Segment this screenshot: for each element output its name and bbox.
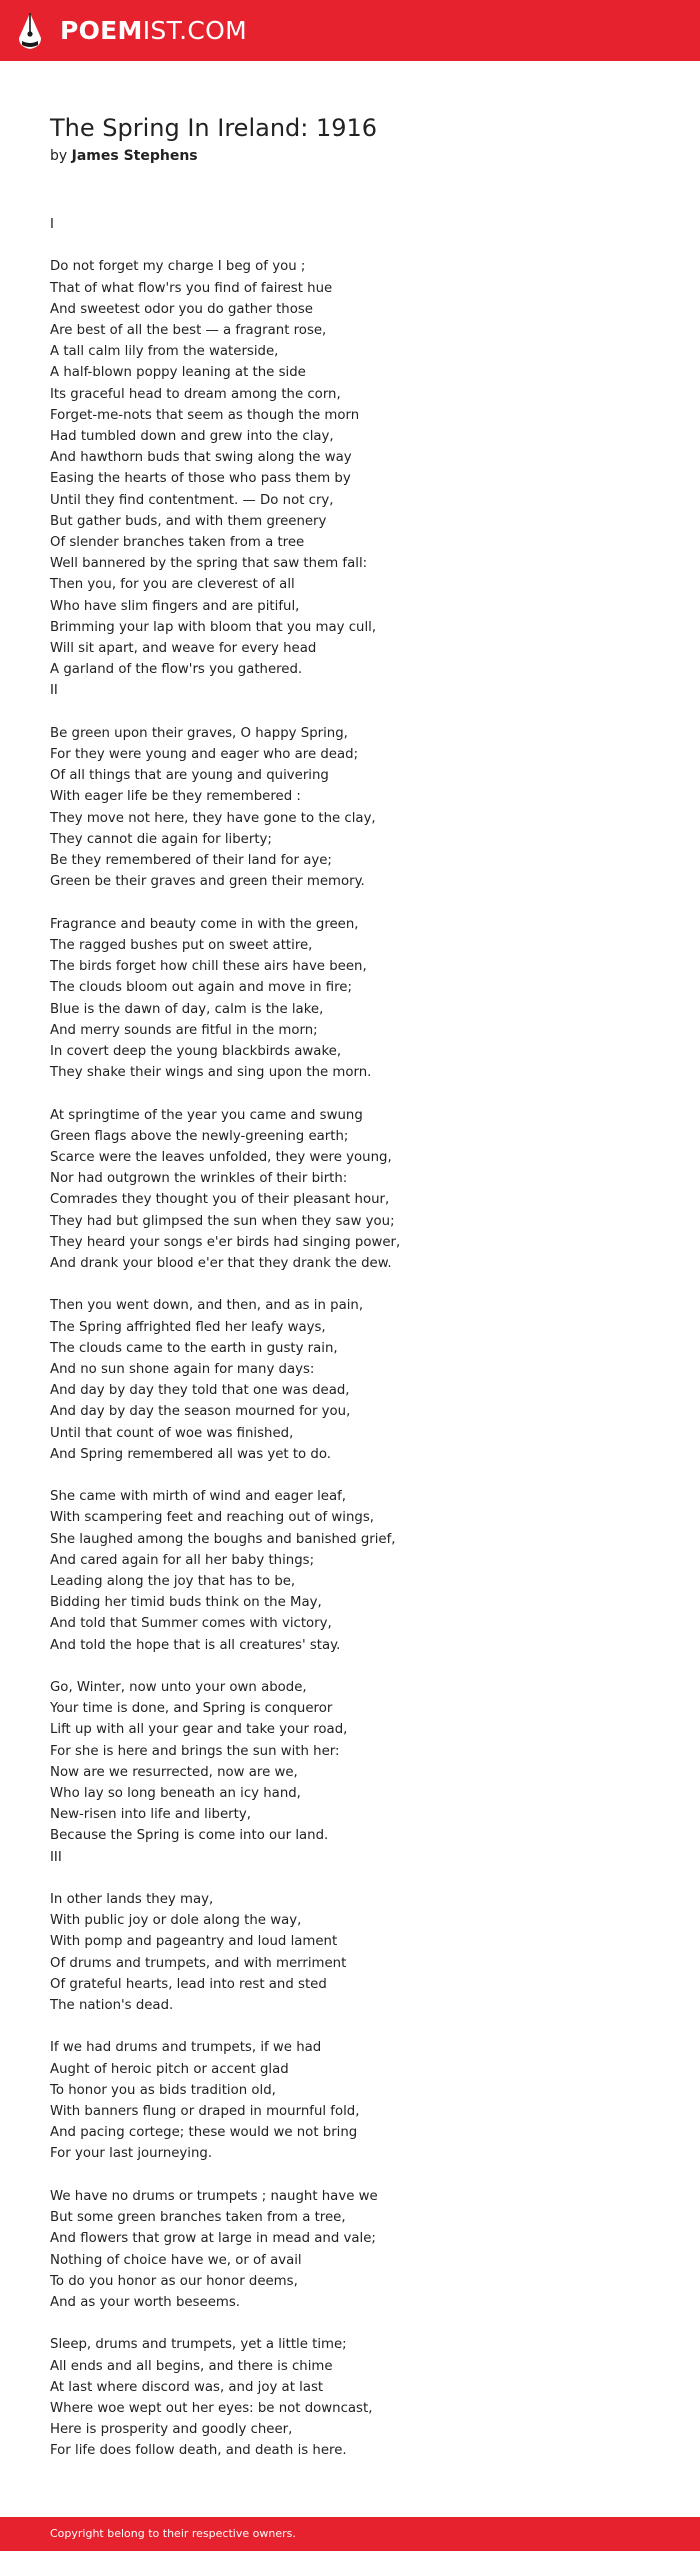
byline-prefix: by xyxy=(50,148,72,164)
brand-name-light: IST.COM xyxy=(142,16,248,45)
site-logo-link[interactable] xyxy=(17,12,247,50)
site-logo-text xyxy=(60,12,247,50)
brand-name-bold: POEM xyxy=(60,16,143,45)
poem-text: I Do not forget my charge I beg of you ; That of what flow'rs you find of fairest hue And sweetest odor you do gather those Are best of all the best — a fragrant rose, A tall calm lily from the waterside, A half-blown poppy leaning at the side Its graceful head to dream among the corn, Forget-me-nots that seem as though the morn Had tumbled down and grew into the clay, And hawthorn buds that swing along the way Easing the hearts of those who pass them by Until they find contentment. — Do not cry, But gather buds, and with them greenery Of slender branches taken from a tree Well bannered by the spring that saw them fall: Then you, for you are cleverest of all Who have slim fingers and are pitiful, Brimming your lap with bloom that you may cull, Will sit apart, and weave for every head A garland of the flow'rs you gathered. II Be green upon their graves, O happy Spring, For they were young and eager who are dead; Of all things that are young and quivering With eager life be they remembered : They move not here, they have gone to the clay, They cannot die again for liberty; Be they remembered of their land for aye; Green be their graves and green their memory. Fragrance and beauty come in with the green, The ragged bushes put on sweet attire, The birds forget how chill these airs have been, The clouds bloom out again and move in fire; Blue is the dawn of day, calm is the lake, And merry sounds are fitful in the morn; In covert deep the young blackbirds awake, They shake their wings and sing upon the morn. At springtime of the year you came and swung Green flags above the newly-greening earth; Scarce were the leaves unfolded, they were young, Nor had outgrown the wrinkles of their birth: Comrades they thought you of their pleasant hour, They had but glimpsed the sun when they saw you; They heard your songs e'er birds had singing power, And drank your blood e'er that they drank the dew. Then you went down, and then, and as in pain, The Spring affrighted fled her leafy ways, The clouds came to the earth in gusty rain, And no sun shone again for many days: And day by day they told that one was dead, And day by day the season mourned for you, Until that count of woe was finished, And Spring remembered all was yet to do. She came with mirth of wind and eager leaf, With scampering feet and reaching out of wings, She laughed among the boughs and banished grief, And cared again for all her baby things; Leading along the joy that has to be, Bidding her timid buds think on the May, And told that Summer comes with victory, And told the hope that is all creatures' stay. Go, Winter, now unto your own abode, Your time is done, and Spring is conqueror Lift up with all your gear and take your road, For she is here and brings the sun with her: Now are we resurrected, now are we, Who lay so long beneath an icy hand, New-risen into life and liberty, Because the Spring is come into our land. III In other lands they may, With public joy or dole along the way, With pomp and pageantry and loud lament Of drums and trumpets, and with merriment Of grateful hearts, lead into rest and sted The nation's dead. If we had drums and trumpets, if we had Aught of heroic pitch or accent glad To honor you as bids tradition old, With banners flung or draped in mournful fold, And pacing cortege; these would we not bring For your last journeying. We have no drums or trumpets ; naught have we But some green branches taken from a tree, And flowers that grow at large in mead and vale; Nothing of choice have we, or of avail To do you honor as our honor deems, And as your worth beseems. Sleep, drums and trumpets, yet a little time; All ends and all begins, and there is chime At last where discord was, and joy at last Where woe wept out her eyes: be not downcast, Here is prosperity and goodly cheer, For life does follow death, and death is here. xyxy=(50,217,401,2459)
site-footer xyxy=(0,2517,700,2551)
author-name: James Stephens xyxy=(71,148,198,164)
pen-nib-icon xyxy=(17,12,43,50)
poem-byline xyxy=(50,146,660,166)
site-header xyxy=(0,0,700,61)
poem-title: The Spring In Ireland: 1916 xyxy=(50,114,378,142)
poem-content xyxy=(50,112,660,2462)
copyright-notice: Copyright belong to their respective owners. xyxy=(50,2527,296,2540)
